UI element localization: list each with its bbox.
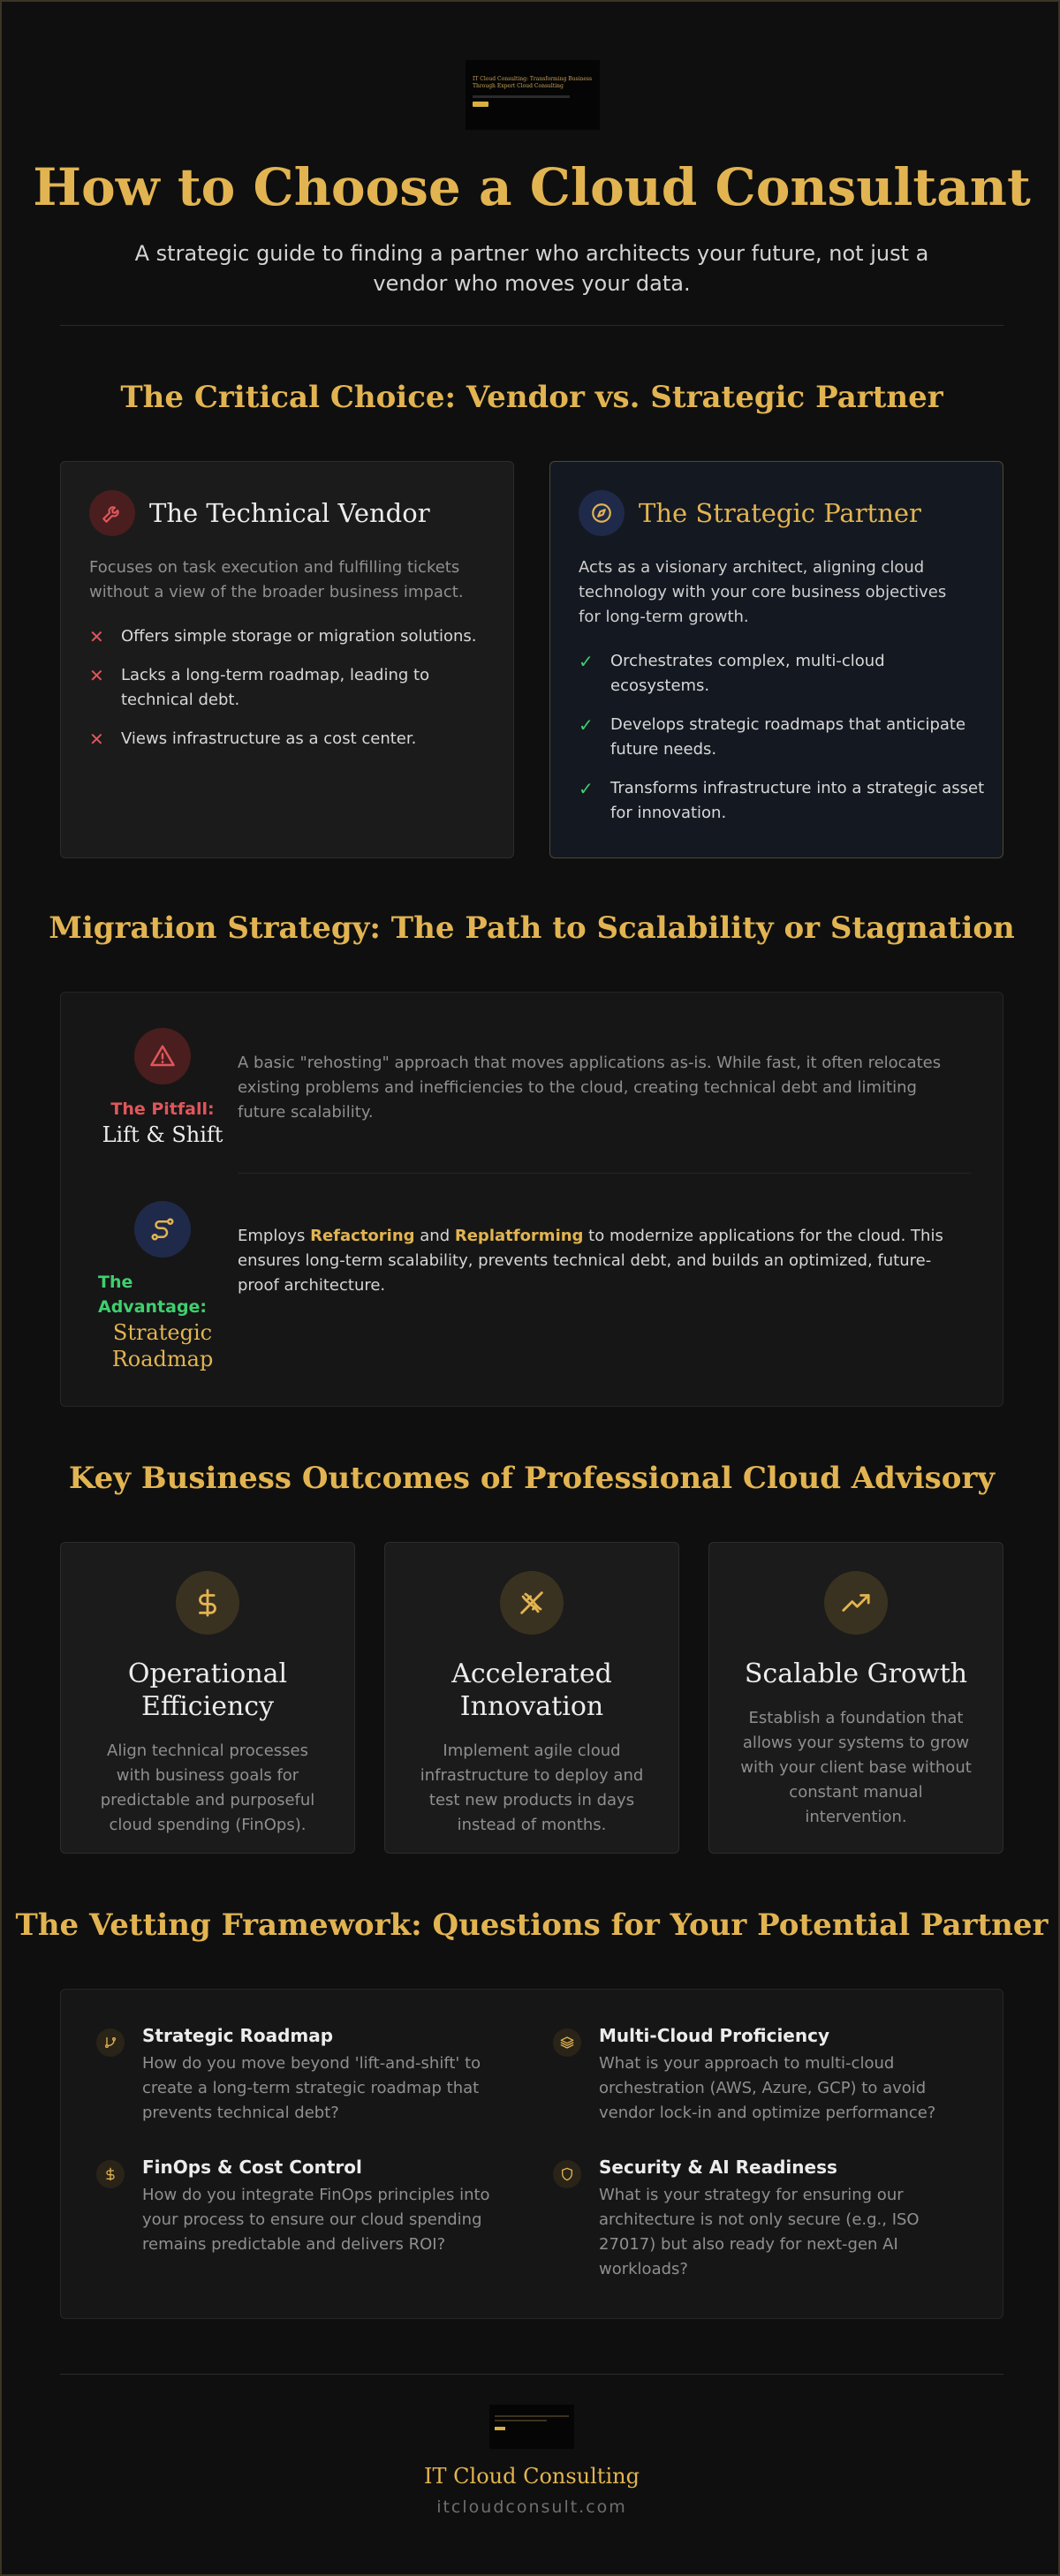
section-title-vetting: The Vetting Framework: Questions for Your Potential Partner — [15, 1907, 1049, 1943]
list-item: ✕ Offers simple storage or migration solutions. — [89, 626, 477, 647]
pitfall-description: A basic "rehosting" approach that moves applications as-is. While fast, it often relocates existing problems and inefficiencies to the cloud, creating technical debt and limiting future scalability. — [238, 1054, 942, 1122]
footer-logo — [489, 2405, 574, 2449]
compass-icon — [579, 490, 625, 536]
check-icon: ✓ — [579, 778, 594, 799]
partner-card-description: Acts as a visionary architect, aligning cloud technology with your core business objectives for long-term growth. — [579, 558, 947, 626]
vendor-card — [60, 461, 514, 858]
vetting-item-text: How do you integrate FinOps principles into your process to ensure our cloud spending remains predictable and delivers ROI? — [142, 2186, 490, 2254]
shield-icon — [553, 2160, 581, 2188]
list-item: ✓ Transforms infrastructure into a strategic asset for innovation. — [579, 776, 985, 826]
outcome-card-efficiency — [60, 1542, 355, 1854]
outcome-title: Accelerated Innovation — [451, 1658, 612, 1722]
outcome-card-growth — [708, 1542, 1003, 1854]
header-logo — [466, 60, 600, 130]
partner-card — [549, 461, 1003, 858]
list-item: ✕ Lacks a long-term roadmap, leading to technical debt. — [89, 663, 496, 713]
outcome-title: Operational Efficiency — [127, 1658, 288, 1722]
outcome-description: Align technical processes with business goals for predictable and purposeful cloud spending (FinOps). — [100, 1741, 315, 1834]
divider — [60, 325, 1003, 326]
vendor-card-title: The Technical Vendor — [149, 498, 430, 528]
divider — [238, 1173, 971, 1174]
footer-url[interactable]: itcloudconsult.com — [436, 2497, 627, 2517]
footer-company-name: IT Cloud Consulting — [424, 2464, 640, 2489]
logo-badge — [473, 102, 488, 107]
outcome-title: Scalable Growth — [744, 1658, 968, 1689]
refactoring-highlight: Refactoring — [310, 1227, 415, 1245]
list-item: ✓ Develops strategic roadmaps that anticipate future needs. — [579, 713, 985, 762]
divider — [60, 2374, 1003, 2375]
vetting-item-text: How do you move beyond 'lift-and-shift' to create a long-term strategic roadmap that prevents technical debt? — [142, 2054, 481, 2122]
route-icon — [134, 1201, 191, 1258]
section-title-outcomes: Key Business Outcomes of Professional Cloud Advisory — [68, 1461, 996, 1496]
dollar-circle-icon — [96, 2160, 125, 2188]
advantage-label-line1: The — [98, 1273, 133, 1292]
check-icon: ✓ — [579, 651, 594, 672]
section-title-migration: Migration Strategy: The Path to Scalability or Stagnation — [49, 910, 1015, 946]
dollar-icon — [176, 1571, 239, 1635]
layers-icon — [553, 2028, 581, 2057]
logo-text-line1: IT Cloud Consulting: Transforming Business — [473, 76, 593, 82]
check-icon: ✓ — [579, 714, 594, 736]
advantage-name: Strategic Roadmap — [111, 1320, 214, 1371]
pitfall-name: Lift & Shift — [102, 1122, 223, 1147]
replatforming-highlight: Replatforming — [454, 1227, 584, 1245]
page-subtitle: A strategic guide to finding a partner who architects your future, not just a vendor who moves your data. — [134, 241, 929, 296]
vetting-item-title: Security & AI Readiness — [599, 2157, 837, 2178]
page-title: How to Choose a Cloud Consultant — [33, 157, 1031, 217]
dna-icon — [500, 1571, 564, 1635]
logo-divider — [473, 95, 570, 98]
list-item: ✕ Views infrastructure as a cost center. — [89, 729, 417, 750]
list-item: ✓ Orchestrates complex, multi-cloud ecosystems. — [579, 649, 985, 699]
vetting-item-title: FinOps & Cost Control — [142, 2157, 362, 2178]
vetting-item-title: Strategic Roadmap — [142, 2025, 334, 2046]
outcome-card-innovation — [384, 1542, 679, 1854]
migration-panel — [60, 992, 1003, 1407]
x-icon: ✕ — [89, 729, 104, 750]
vetting-panel — [60, 1989, 1003, 2319]
x-icon: ✕ — [89, 626, 104, 647]
partner-points — [579, 649, 985, 840]
section-title-choice: The Critical Choice: Vendor vs. Strategic Partner — [120, 380, 943, 415]
git-branch-icon — [96, 2028, 125, 2057]
vendor-points — [89, 624, 496, 766]
warning-icon — [134, 1028, 191, 1084]
outcome-description: Implement agile cloud infrastructure to deploy and test new products in days instead of months. — [420, 1741, 644, 1834]
vetting-item-text: What is your strategy for ensuring our architecture is not only secure (e.g., ISO 27017) but also ready for next-gen AI workloads? — [599, 2186, 920, 2278]
outcome-description: Establish a foundation that allows your systems to grow with your client base without constant manual intervention. — [740, 1709, 972, 1826]
x-icon: ✕ — [89, 665, 104, 686]
vetting-item-title: Multi-Cloud Proficiency — [599, 2025, 829, 2046]
trending-up-icon — [824, 1571, 888, 1635]
advantage-description: Employs Refactoring and Replatforming to modernize applications for the cloud. This ensures long-term scalability, prevents technical debt, and builds an optimized, future-proof architecture. — [238, 1227, 943, 1295]
vendor-card-description: Focuses on task execution and fulfilling tickets without a view of the broader business impact. — [89, 558, 464, 601]
advantage-label-line2: Advantage: — [98, 1297, 208, 1317]
logo-text-line2: Through Expert Cloud Consulting — [473, 83, 564, 89]
pitfall-label: The Pitfall: — [110, 1099, 215, 1119]
partner-card-title: The Strategic Partner — [639, 498, 921, 528]
wrench-icon — [89, 490, 135, 536]
vetting-item-text: What is your approach to multi-cloud orchestration (AWS, Azure, GCP) to avoid vendor lock-in and optimize performance? — [599, 2054, 936, 2122]
